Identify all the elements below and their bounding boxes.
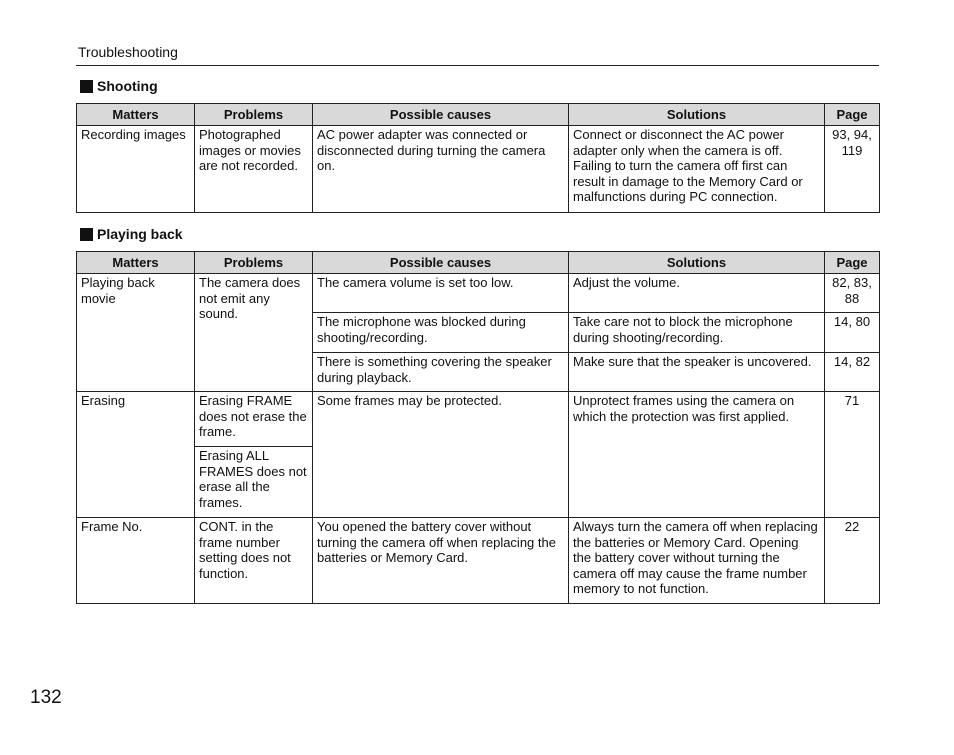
col-header-causes: Possible causes <box>313 104 569 126</box>
problem-cell: CONT. in the frame number setting does not function. <box>195 518 313 604</box>
cause-cell: The microphone was blocked during shooting/recording. <box>313 313 569 353</box>
table-row <box>77 274 880 313</box>
page-cell: 93, 94, 119 <box>825 126 880 213</box>
col-header-problems: Problems <box>195 104 313 126</box>
problem-cell: Photographed images or movies are not recorded. <box>195 126 313 213</box>
cause-cell: You opened the battery cover without turning the camera off when replacing the batteries or Memory Card. <box>313 518 569 604</box>
section-title-shooting <box>80 78 158 94</box>
col-header-problems: Problems <box>195 252 313 274</box>
matter-cell: Frame No. <box>77 518 195 604</box>
problem-cell: Erasing FRAME does not erase the frame. <box>195 392 313 447</box>
table-header-row <box>77 252 880 274</box>
section-title-text: Playing back <box>97 226 183 242</box>
table-header-row <box>77 104 880 126</box>
table-row <box>77 518 880 604</box>
section-title-playing-back <box>80 226 183 242</box>
col-header-matters: Matters <box>77 104 195 126</box>
page-number: 132 <box>30 687 62 708</box>
solution-cell: Always turn the camera off when replacing the batteries or Memory Card. Opening the battery cover without turning the camera off may cause the frame number memory to not function. <box>569 518 825 604</box>
matter-cell: Recording images <box>77 126 195 213</box>
playing-back-table <box>76 251 880 604</box>
col-header-page: Page <box>825 252 880 274</box>
problem-cell: The camera does not emit any sound. <box>195 274 313 392</box>
running-header: Troubleshooting <box>78 44 178 60</box>
header-rule <box>76 65 879 66</box>
page-cell: 14, 80 <box>825 313 880 353</box>
cause-cell: There is something covering the speaker during playback. <box>313 353 569 392</box>
problem-cell: Erasing ALL FRAMES does not erase all the frames. <box>195 447 313 518</box>
solution-cell: Take care not to block the microphone during shooting/recording. <box>569 313 825 353</box>
page-cell: 71 <box>825 392 880 518</box>
table-row <box>77 126 880 213</box>
col-header-causes: Possible causes <box>313 252 569 274</box>
solution-cell: Make sure that the speaker is uncovered. <box>569 353 825 392</box>
section-square-icon <box>80 228 93 241</box>
col-header-solutions: Solutions <box>569 104 825 126</box>
col-header-page: Page <box>825 104 880 126</box>
solution-cell: Connect or disconnect the AC power adapter only when the camera is off. Failing to turn the camera off first can result in damage to the Memory Card or malfunctions during PC connection. <box>569 126 825 213</box>
table-row <box>77 392 880 447</box>
col-header-matters: Matters <box>77 252 195 274</box>
cause-cell: AC power adapter was connected or disconnected during turning the camera on. <box>313 126 569 213</box>
matter-cell: Erasing <box>77 392 195 518</box>
col-header-solutions: Solutions <box>569 252 825 274</box>
matter-cell: Playing back movie <box>77 274 195 392</box>
page-cell: 82, 83, 88 <box>825 274 880 313</box>
cause-cell: The camera volume is set too low. <box>313 274 569 313</box>
page-cell: 14, 82 <box>825 353 880 392</box>
solution-cell: Unprotect frames using the camera on which the protection was first applied. <box>569 392 825 518</box>
section-square-icon <box>80 80 93 93</box>
shooting-table <box>76 103 880 213</box>
cause-cell: Some frames may be protected. <box>313 392 569 518</box>
section-title-text: Shooting <box>97 78 158 94</box>
solution-cell: Adjust the volume. <box>569 274 825 313</box>
page-cell: 22 <box>825 518 880 604</box>
